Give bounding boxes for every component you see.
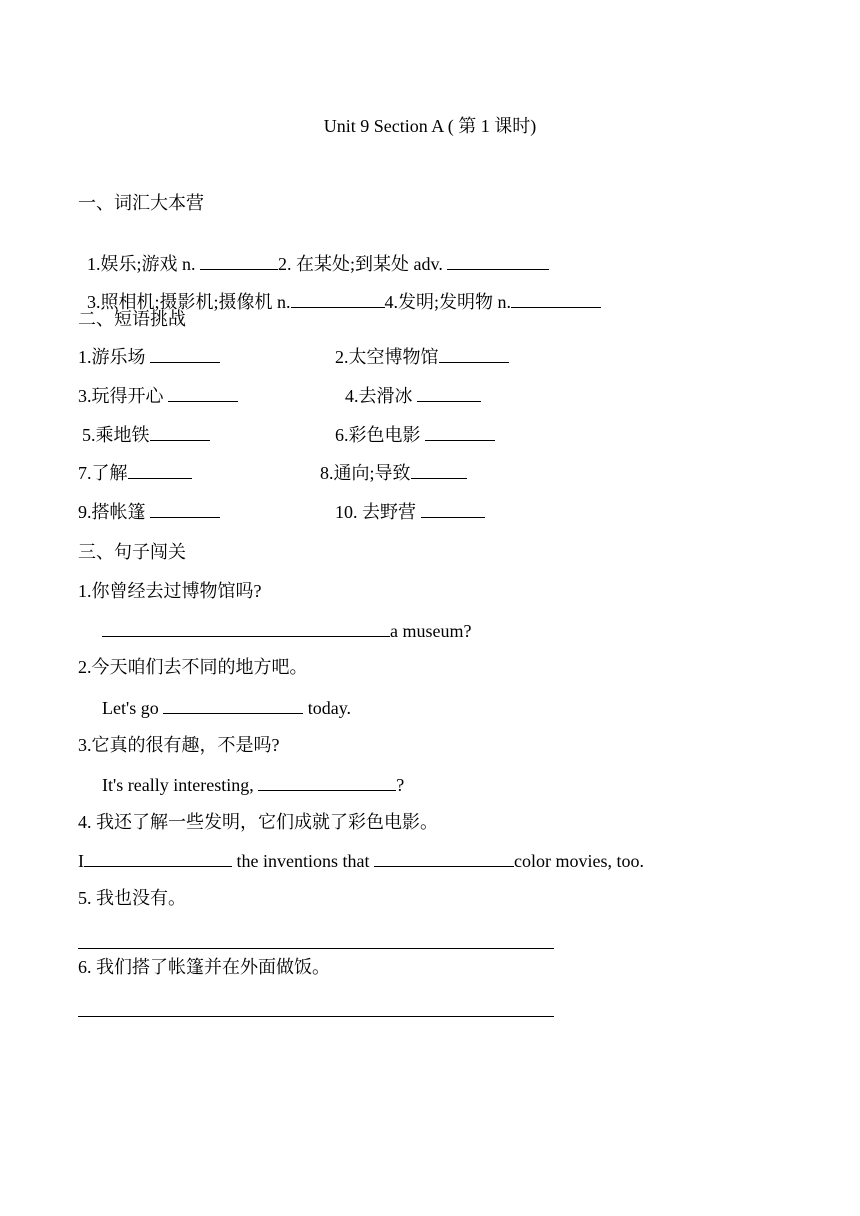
phrase-item-3 — [78, 385, 238, 407]
sentence-4-mid: the inventions that — [236, 851, 370, 871]
section-heading-phrases: 二、短语挑战 — [78, 309, 186, 329]
vocab-item-2: 2. 在某处;到某处 adv. — [278, 254, 443, 274]
worksheet-title: Unit 9 Section A ( 第 1 课时) — [323, 116, 537, 136]
sentence-4-blank-1[interactable] — [84, 850, 232, 867]
phrase-blank-4[interactable] — [417, 385, 481, 402]
sentence-6-chinese: 6. 我们搭了帐篷并在外面做饭。 — [78, 957, 330, 977]
phrase-label-4: 4.去滑冰 — [345, 386, 413, 406]
phrase-blank-8[interactable] — [411, 462, 467, 479]
sentence-4-tail: color movies, too. — [513, 851, 644, 871]
vocab-blank-4[interactable] — [511, 291, 601, 308]
phrase-item-4 — [345, 385, 481, 407]
sentence-2-blank[interactable] — [163, 697, 303, 714]
sentence-6-answer-line[interactable] — [78, 1016, 554, 1017]
phrase-label-10: 10. 去野营 — [335, 502, 416, 522]
phrase-label-7: 7.了解 — [78, 463, 128, 483]
phrase-item-6 — [335, 424, 495, 446]
sentence-1-tail: a museum? — [390, 621, 472, 641]
sentence-3-tail: ? — [396, 775, 405, 795]
sentence-2-english — [102, 697, 351, 719]
phrase-blank-6[interactable] — [425, 424, 495, 441]
sentence-2-chinese: 2.今天咱们去不同的地方吧。 — [78, 657, 308, 677]
phrase-label-2: 2.太空博物馆 — [335, 347, 439, 367]
sentence-1-blank[interactable] — [102, 620, 390, 637]
vocab-blank-2[interactable] — [447, 253, 549, 270]
vocab-blank-3[interactable] — [291, 291, 385, 308]
vocab-row-1 — [78, 231, 549, 274]
sentence-4-blank-2[interactable] — [374, 850, 514, 867]
vocab-blank-1[interactable] — [200, 253, 278, 270]
vocab-item-1: 1.娱乐;游戏 n. — [87, 254, 196, 274]
phrase-blank-1[interactable] — [150, 346, 220, 363]
sentence-3-blank[interactable] — [258, 774, 396, 791]
phrase-blank-3[interactable] — [168, 385, 238, 402]
phrase-item-9 — [78, 501, 220, 523]
vocab-row-2 — [78, 269, 601, 312]
sentence-2-tail: today. — [307, 698, 352, 718]
phrase-label-3: 3.玩得开心 — [78, 386, 164, 406]
sentence-1-english — [102, 620, 471, 642]
phrase-label-9: 9.搭帐篷 — [78, 502, 146, 522]
phrase-label-8: 8.通向;导致 — [320, 463, 411, 483]
phrase-item-8 — [320, 462, 467, 484]
sentence-4-english — [78, 850, 644, 872]
sentence-4-chinese: 4. 我还了解一些发明，它们成就了彩色电影。 — [78, 812, 438, 832]
phrase-label-5: 5.乘地铁 — [82, 425, 150, 445]
sentence-5-chinese: 5. 我也没有。 — [78, 888, 186, 908]
phrase-label-1: 1.游乐场 — [78, 347, 146, 367]
section-heading-vocabulary: 一、词汇大本营 — [78, 193, 204, 213]
phrase-item-7 — [78, 462, 192, 484]
phrase-blank-7[interactable] — [128, 462, 192, 479]
sentence-3-chinese: 3.它真的很有趣，不是吗? — [78, 735, 280, 755]
phrase-item-1 — [78, 346, 220, 368]
sentence-4-head: I — [78, 851, 84, 871]
vocab-item-3: 3.照相机;摄影机;摄像机 n. — [87, 292, 291, 312]
phrase-item-2 — [335, 346, 509, 368]
sentence-1-chinese: 1.你曾经去过博物馆吗? — [78, 581, 262, 601]
phrase-blank-5[interactable] — [150, 424, 210, 441]
phrase-blank-2[interactable] — [439, 346, 509, 363]
sentence-5-answer-line[interactable] — [78, 948, 554, 949]
phrase-item-5 — [82, 424, 210, 446]
phrase-blank-10[interactable] — [421, 501, 485, 518]
sentence-3-head: It's really interesting, — [102, 775, 254, 795]
phrase-item-10 — [335, 501, 485, 523]
sentence-3-english — [102, 774, 404, 796]
section-heading-sentences: 三、句子闯关 — [78, 542, 186, 562]
sentence-2-head: Let's go — [102, 698, 159, 718]
vocab-item-4: 4.发明;发明物 n. — [384, 292, 512, 312]
phrase-blank-9[interactable] — [150, 501, 220, 518]
phrase-label-6: 6.彩色电影 — [335, 425, 421, 445]
